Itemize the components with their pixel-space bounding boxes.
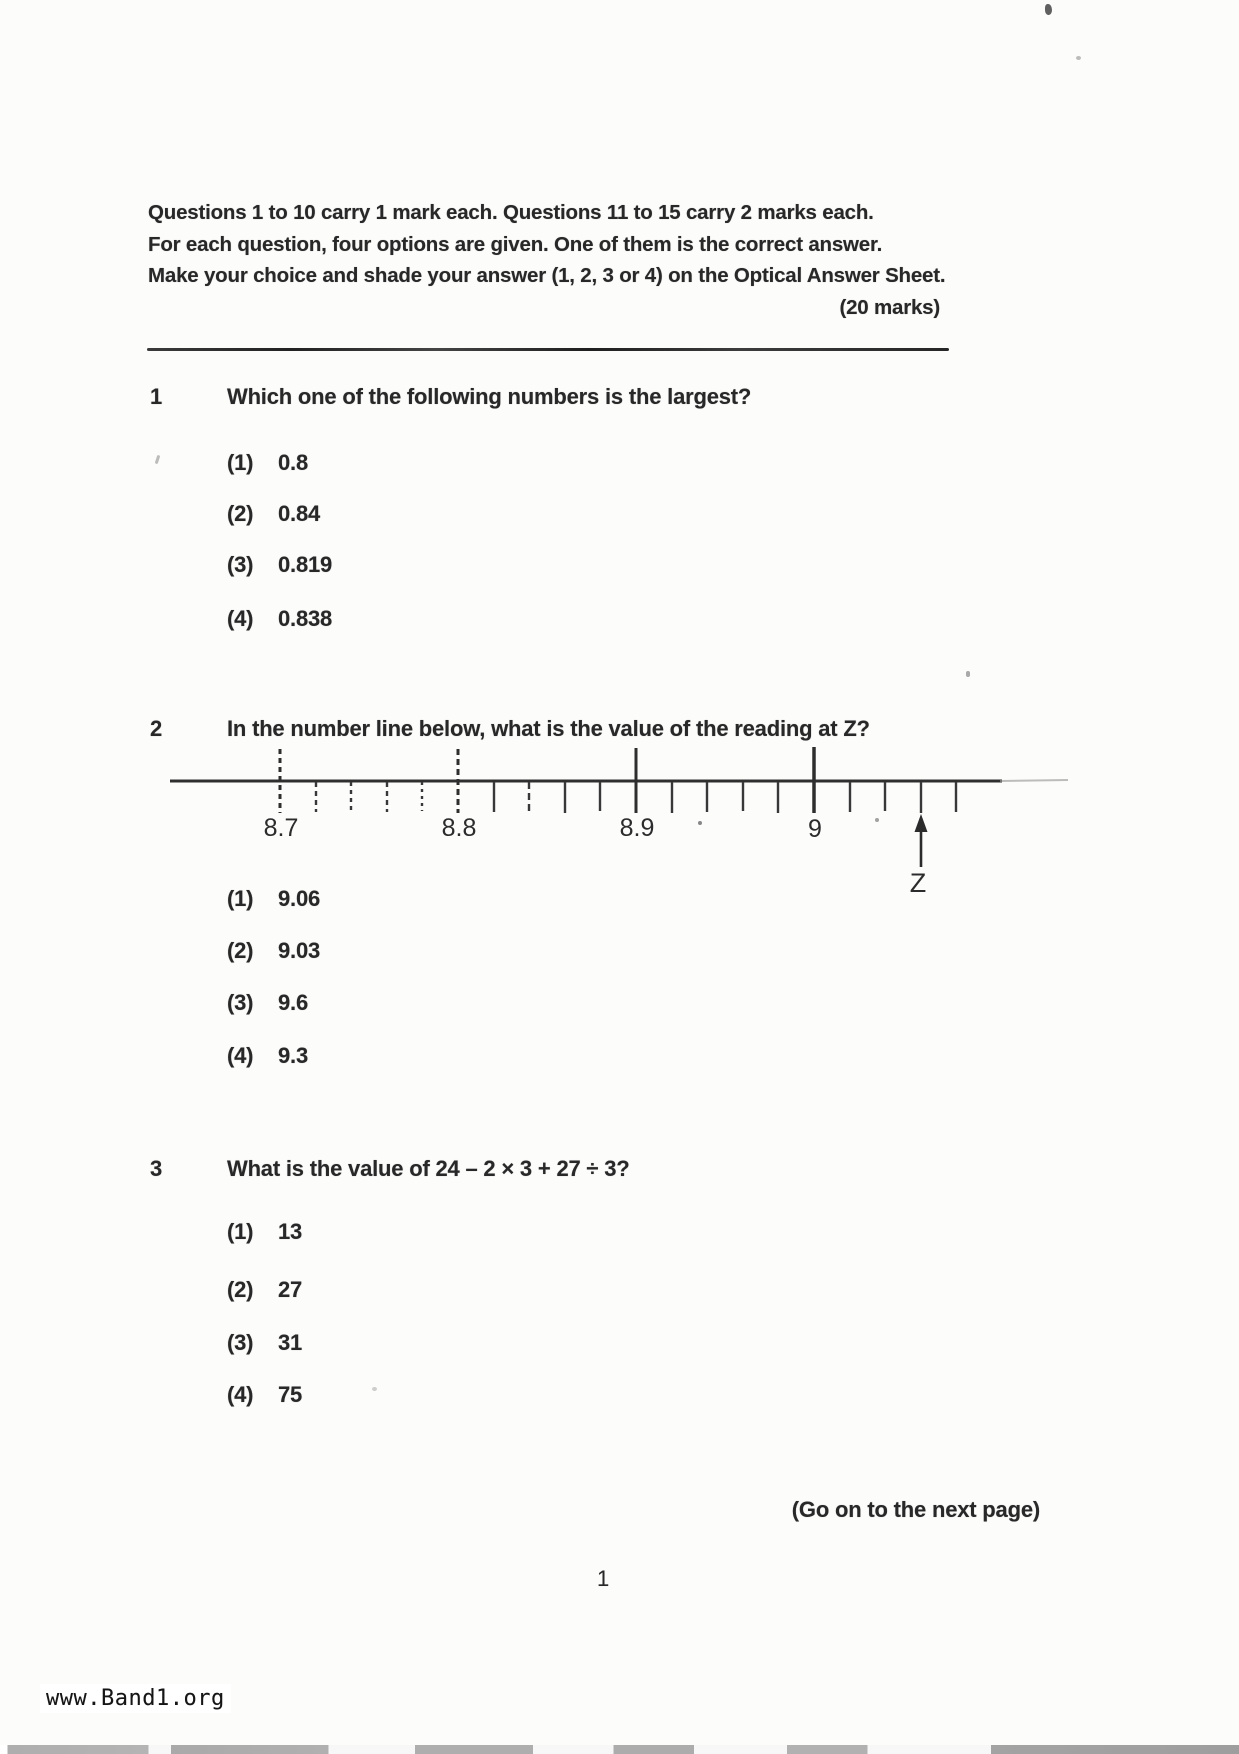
option-value: 9.3 [278,1043,308,1068]
option-label: (4) [227,1043,254,1068]
scan-speck [875,818,879,822]
bottom-scan-bar [0,1745,1239,1754]
tick-label: 8.9 [619,814,655,842]
option-label: (3) [227,1330,254,1355]
question-2-option-2 [227,938,320,964]
scan-speck [698,821,702,825]
tick-label: 8.7 [263,814,299,842]
number-line-axis-fade [1000,780,1068,781]
option-label: (2) [227,938,254,963]
option-value: 9.6 [278,990,308,1015]
question-3-option-4 [227,1382,302,1408]
tick-labels [264,814,822,843]
question-1-text: Which one of the following numbers is the largest? [227,384,752,409]
watermark: www.Band1.org [40,1684,231,1713]
option-label: (2) [227,501,254,526]
scan-speck [966,671,970,677]
question-2-number: 2 [150,716,163,741]
question-3-option-3 [227,1330,302,1356]
option-value: 27 [278,1277,303,1302]
question-1-option-1 [227,450,308,476]
question-1-option-4 [227,606,332,632]
question-2-option-1 [227,886,320,912]
option-label: (3) [227,552,254,577]
question-2-text: In the number line below, what is the value of the reading at Z? [227,716,870,741]
question-3-option-2 [227,1277,302,1303]
option-value: 31 [278,1330,303,1355]
scan-speck [1076,56,1081,60]
option-value: 0.838 [278,606,333,631]
question-3-option-1 [227,1219,302,1245]
question-2-option-4 [227,1043,308,1069]
option-label: (3) [227,990,254,1015]
option-label: (4) [227,606,254,631]
divider-rule [147,348,949,351]
number-line-figure [0,735,1239,910]
z-pointer-label: Z [909,868,927,898]
instructions-block [148,197,1028,323]
scan-speck [1045,4,1052,15]
option-label: (1) [227,886,254,911]
question-2-option-3 [227,990,308,1016]
instruction-line-2: For each question, four options are given. One of them is the correct answer. [148,232,883,256]
option-value: 13 [278,1219,303,1244]
question-3-text: What is the value of 24 – 2 × 3 + 27 ÷ 3? [227,1156,630,1181]
option-value: 9.06 [278,886,321,911]
option-value: 9.03 [278,938,321,963]
option-label: (2) [227,1277,254,1302]
page-number: 1 [597,1566,610,1591]
tick-label: 8.8 [441,814,477,842]
option-value: 0.8 [278,450,308,475]
question-3-number: 3 [150,1156,163,1181]
option-label: (1) [227,1219,254,1244]
option-value: 0.84 [278,501,321,526]
question-1-option-2 [227,501,320,527]
option-label: (1) [227,450,254,475]
option-value: 0.819 [278,552,333,577]
instruction-line-1: Questions 1 to 10 carry 1 mark each. Questions 11 to 15 carry 2 marks each. [148,201,874,224]
marks-note: (20 marks) [839,295,940,319]
continue-note: (Go on to the next page) [791,1497,1040,1522]
tick-label: 9 [808,815,822,843]
option-label: (4) [227,1382,254,1407]
option-value: 75 [278,1382,303,1407]
scan-speck [155,455,161,464]
instruction-line-3: Make your choice and shade your answer (1, 2, 3 or 4) on the Optical Answer Sheet. [148,264,946,288]
question-1-number: 1 [150,384,163,409]
scan-speck [372,1387,377,1391]
question-1-option-3 [227,552,332,578]
